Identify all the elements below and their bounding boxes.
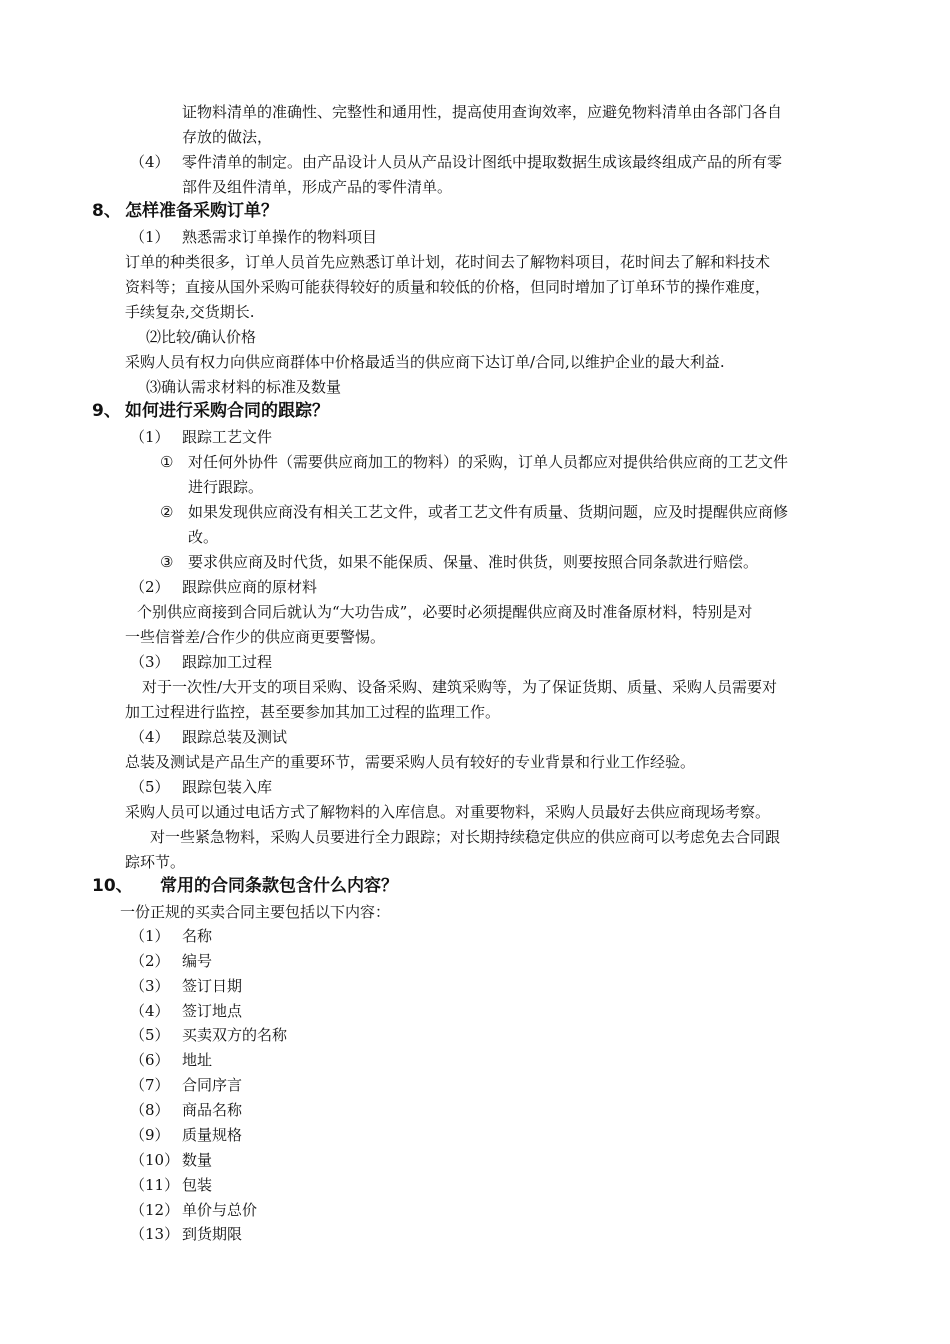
section-number: 8、 [92,201,121,221]
list-text: 如果发现供应商没有相关工艺文件，或者工艺文件有质量、货期问题，应及时提醒供应商修 [188,503,789,521]
list-text: 跟踪供应商的原材料 [182,578,318,596]
paragraph-text: 一些信誉差/合作少的供应商更要警惕。 [125,628,386,646]
list-number: （7） [130,1076,170,1094]
list-number: （1） [130,228,170,246]
paragraph-text: 采购人员可以通过电话方式了解物料的入库信息。对重要物料，采购人员最好去供应商现场考察。 [125,803,771,821]
paragraph-text: 手续复杂,交货期长. [125,303,255,321]
list-text: 编号 [182,952,213,970]
circled-number: ③ [160,553,174,571]
paragraph-text: 资料等；直接从国外采购可能获得较好的质量和较低的价格，但同时增加了订单环节的操作难度， [125,278,771,296]
paragraph-text: 对于一次性/大开支的项目采购、设备采购、建筑采购等，为了保证货期、质量、采购人员需要对 [142,678,778,696]
section-title: 怎样准备采购订单？ [125,201,278,221]
list-text: 质量规格 [182,1126,243,1144]
list-text: 商品名称 [182,1101,243,1119]
paragraph-text: 加工过程进行监控，甚至要参加其加工过程的监理工作。 [125,703,501,721]
list-number: （4） [130,728,170,746]
paragraph-text: 总装及测试是产品生产的重要环节，需要采购人员有较好的专业背景和行业工作经验。 [125,753,696,771]
list-number: （5） [130,1026,170,1044]
paragraph-text: 一份正规的买卖合同主要包括以下内容： [120,903,391,921]
list-number: （10） [130,1151,180,1169]
paragraph-text: 订单的种类很多，订单人员首先应熟悉订单计划，花时间去了解物料项目，花时间去了解和料技术 [125,253,771,271]
list-number: （4） [130,153,170,171]
list-text: 签订日期 [182,977,243,995]
list-number: （9） [130,1126,170,1144]
list-text: ⑵比较/确认价格 [146,328,257,346]
list-text: 地址 [182,1051,213,1069]
list-number: （5） [130,778,170,796]
list-text: ⑶确认需求材料的标准及数量 [146,378,342,396]
list-text: 跟踪加工过程 [182,653,273,671]
paragraph-text: 对一些紧急物料，采购人员要进行全力跟踪；对长期持续稳定供应的供应商可以考虑免去合同跟 [150,828,781,846]
list-text: 买卖双方的名称 [182,1026,288,1044]
list-text: 熟悉需求订单操作的物料项目 [182,228,378,246]
list-number: （3） [130,653,170,671]
list-number: （11） [130,1176,180,1194]
list-number: （4） [130,1002,170,1020]
list-text: 部件及组件清单，形成产品的零件清单。 [182,178,453,196]
list-number: （6） [130,1051,170,1069]
list-text: 签订地点 [182,1002,243,1020]
list-text: 对任何外协件（需要供应商加工的物料）的采购，订单人员都应对提供给供应商的工艺文件 [188,453,789,471]
list-number: （13） [130,1225,180,1243]
list-number: （8） [130,1101,170,1119]
list-text: 跟踪总装及测试 [182,728,288,746]
list-text: 跟踪包装入库 [182,778,273,796]
list-text: 名称 [182,927,213,945]
list-number: （12） [130,1201,180,1219]
list-text: 包装 [182,1176,213,1194]
list-number: （1） [130,927,170,945]
section-number: 9、 [92,401,121,421]
paragraph-text: 存放的做法， [182,128,273,146]
list-text: 改。 [188,528,219,546]
list-text: 合同序言 [182,1076,243,1094]
paragraph-text: 踪环节。 [125,853,186,871]
list-number: （3） [130,977,170,995]
section-title: 常用的合同条款包含什么内容？ [160,876,398,896]
circled-number: ① [160,453,174,471]
list-text: 跟踪工艺文件 [182,428,273,446]
paragraph-text: 采购人员有权力向供应商群体中价格最适当的供应商下达订单/合同,以维护企业的最大利益. [125,353,725,371]
list-text: 零件清单的制定。由产品设计人员从产品设计图纸中提取数据生成该最终组成产品的所有零 [182,153,783,171]
section-title: 如何进行采购合同的跟踪？ [125,401,329,421]
list-number: （2） [130,578,170,596]
paragraph-text: 证物料清单的准确性、完整性和通用性，提高使用查询效率，应避免物料清单由各部门各自 [182,103,783,121]
list-text: 进行跟踪。 [188,478,264,496]
list-text: 要求供应商及时代货，如果不能保质、保量、准时供货，则要按照合同条款进行赔偿。 [188,553,759,571]
list-text: 单价与总价 [182,1201,258,1219]
circled-number: ② [160,503,174,521]
section-number: 10、 [92,876,133,896]
list-number: （1） [130,428,170,446]
list-text: 数量 [182,1151,213,1169]
paragraph-text: 个别供应商接到合同后就认为“大功告成”，必要时必须提醒供应商及时准备原材料，特别是对 [137,603,753,621]
list-text: 到货期限 [182,1225,243,1243]
list-number: （2） [130,952,170,970]
